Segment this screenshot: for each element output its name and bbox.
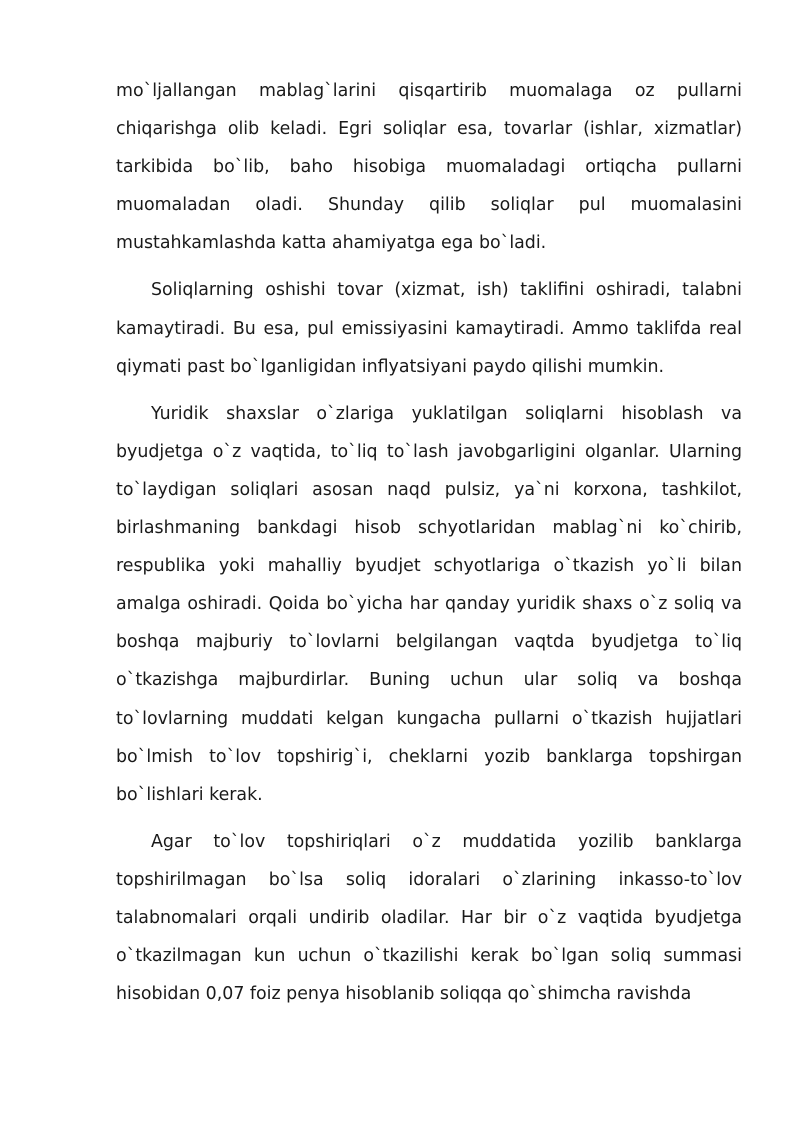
paragraph-3: Yuridik shaxslar o`zlariga yuklatilgan soliqlarni hisoblash va byudjetga o`z vaqtida, to`liq to`lash javobgarligini olganlar. Ularning to`laydigan soliqlari asosan naqd pulsiz, ya`ni korxona, tashkilot, birlashmaning bankdagi hisob schyotlaridan mablag`ni ko`chirib, respublika yoki mahalliy byudjet schyotlariga o`tkazish yo`li bilan amalga oshiradi. Qoida bo`yicha har qanday yuridik shaxs o`z soliq va boshqa majburiy to`lovlarni belgilangan vaqtda byudjetga to`liq o`tkazishga majburdirlar. Buning uchun ular soliq va boshqa to`lovlarning muddati kelgan kungacha pullarni o`tkazish hujjatlari bo`lmish to`lov topshirig`i, cheklarni yozib banklarga topshirgan bo`lishlari kerak.: [116, 403, 742, 805]
paragraph-2: Soliqlarning oshishi tovar (xizmat, ish) taklifini oshiradi, talabni kamaytiradi. Bu esa, pul emissiyasini kamaytiradi. Ammo taklifda real qiymati past bo`lganligidan inflyatsiyani paydo qilishi mumkin.: [116, 280, 742, 377]
paragraph-1: mo`ljallangan mablag`larini qisqartirib muomalaga oz pullarni chiqarishga olib keladi. Egri soliqlar esa, tovarlar (ishlar, xizmatlar) tarkibida bo`lib, baho hisobiga muomaladagi ortiqcha pullarni muomaladan oladi. Shunday qilib soliqlar pul muomalasini mustahkamlashda katta ahamiyatga ega bo`ladi.: [116, 81, 742, 254]
paragraph-4: Agar to`lov topshiriqlari o`z muddatida yozilib banklarga topshirilmagan bo`lsa soliq idoralari o`zlarining inkasso-to`lov talabnomalari orqali undirib oladilar. Har bir o`z vaqtida byudjetga o`tkazilmagan kun uchun o`tkazilishi kerak bo`lgan soliq summasi hisobidan 0,07 foiz penya hisoblanib soliqqa qo`shimcha ravishda: [116, 831, 742, 1005]
document-page: [116, 72, 742, 1022]
